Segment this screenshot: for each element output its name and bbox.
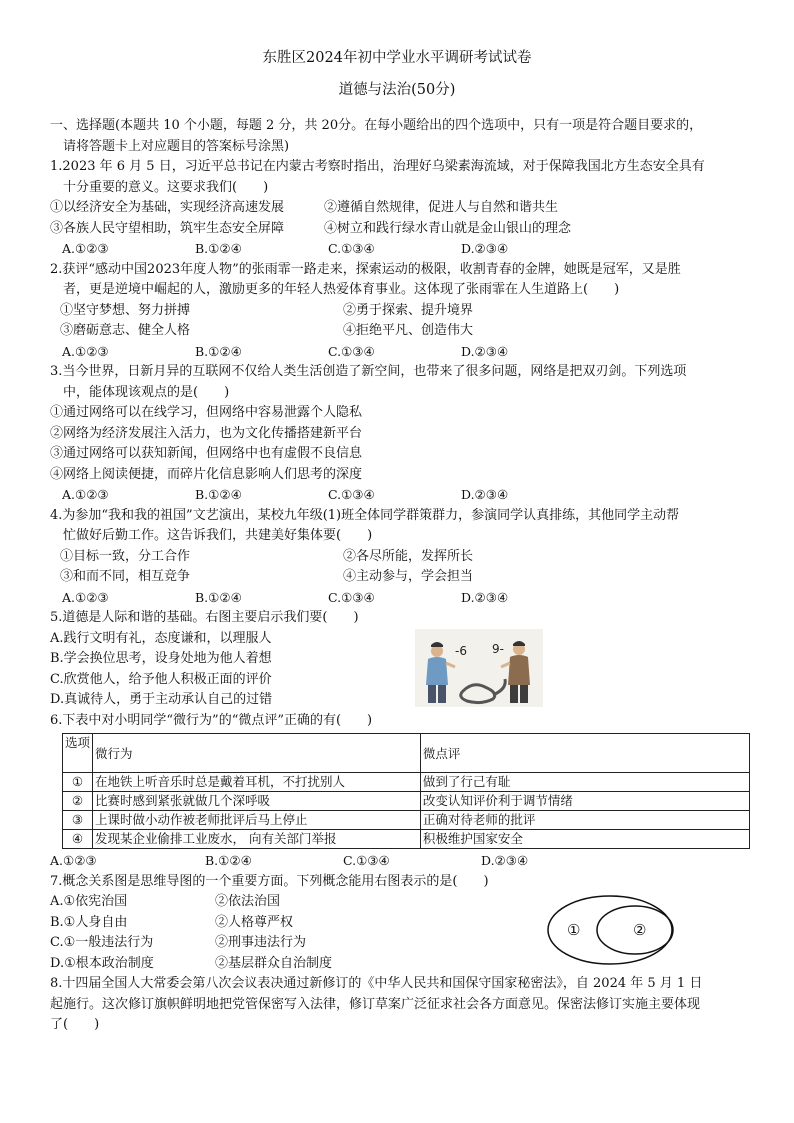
q6-header-comment: 微点评 bbox=[420, 734, 749, 773]
q2-statement-4: ④拒绝平凡、创造伟大 bbox=[343, 323, 474, 338]
q6-row3-num: ③ bbox=[63, 811, 93, 830]
q6-stem: 6.下表中对小明同学“微行为”的“微点评”正确的有( ) bbox=[50, 712, 373, 728]
q7-d-item2: ②基层群众自治制度 bbox=[215, 955, 333, 971]
q6-option-c[interactable]: C.①③④ bbox=[343, 853, 390, 868]
q6-row2-behavior: 比赛时感到紧张就做几个深呼吸 bbox=[93, 792, 421, 811]
q4-statements-row1 bbox=[50, 547, 750, 568]
q7-a-item2: ②依法治国 bbox=[215, 894, 281, 909]
q2-option-d[interactable]: D.②③④ bbox=[461, 343, 509, 359]
q4-stem: 4.为参加“我和我的祖国”文艺演出，某校九年级(1)班全体同学群策群力，参演同学认真排练，其他同学主动帮 bbox=[50, 507, 680, 523]
q6-option-b[interactable]: B.①②④ bbox=[205, 853, 252, 868]
q2-option-c[interactable]: C.①③④ bbox=[328, 343, 375, 359]
left-person-leg-r bbox=[438, 685, 446, 703]
q1-statements-row2 bbox=[50, 219, 750, 240]
q4-option-b[interactable]: B.①②④ bbox=[195, 589, 242, 605]
q3-options bbox=[50, 485, 750, 506]
q6-row3-behavior: 上课时做小动作被老师批评后马上停止 bbox=[93, 811, 421, 830]
q3-option-d[interactable]: D.②③④ bbox=[461, 487, 509, 502]
q1-statement-4: ④树立和践行绿水青山就是金山银山的理念 bbox=[324, 220, 572, 236]
q4-option-a[interactable]: A.①②③ bbox=[62, 589, 109, 605]
q7-d-item1: D.①根本政治制度 bbox=[50, 955, 154, 971]
q2-statement-3: ③磨砺意志、健全人格 bbox=[60, 323, 191, 338]
q6-row1-num: ① bbox=[63, 773, 93, 792]
q6-header-option: 选项 bbox=[63, 734, 93, 773]
q8-stem-end: 了( ) bbox=[50, 1017, 100, 1032]
right-person-body bbox=[508, 655, 530, 685]
q6-row2-num: ② bbox=[63, 792, 93, 811]
q7-a-item1: A.①依宪治国 bbox=[50, 894, 128, 909]
right-person-leg-r bbox=[520, 685, 528, 703]
q4-statements-row2 bbox=[50, 567, 750, 588]
table-row bbox=[63, 811, 750, 830]
q3-stem-cont: 中，能体现该观点的是( ) bbox=[63, 384, 230, 400]
inner-label: ② bbox=[633, 921, 647, 939]
q5-cartoon-image bbox=[415, 629, 543, 707]
q5-option-d[interactable]: D.真诚待人，勇于主动承认自己的过错 bbox=[50, 692, 273, 707]
q1-option-d[interactable]: D.②③④ bbox=[461, 241, 509, 256]
q3-statement-3: ③通过网络可以获知新闻，但网络中也有虚假不良信息 bbox=[50, 446, 363, 461]
q2-statement-1: ①坚守梦想、努力拼搏 bbox=[60, 302, 191, 318]
exam-subtitle: 道德与法治(50分) bbox=[338, 82, 456, 98]
q6-row1-comment: 做到了行己有耻 bbox=[420, 773, 749, 792]
q2-stem: 2.获评“感动中国2023年度人物”的张雨霏一路走来，探索运动的极限，收割青春的金牌，她既是冠军，又是胜 bbox=[50, 261, 681, 277]
q1-option-a[interactable]: A.①②③ bbox=[62, 241, 109, 256]
q3-statement-4: ④网络上阅读便捷，而碎片化信息影响人们思考的深度 bbox=[50, 466, 363, 482]
right-person-leg-l bbox=[510, 685, 518, 703]
q3-option-c[interactable]: C.①③④ bbox=[328, 487, 375, 502]
section-heading: 一、选择题(本题共 10 个小题，每题 2 分，共 20分。在每小题给出的四个选项中，只有一项是符合题目要求的， bbox=[50, 118, 703, 133]
q6-option-a[interactable]: A.①②③ bbox=[50, 853, 97, 868]
q4-options bbox=[50, 588, 750, 609]
q3-option-a[interactable]: A.①②③ bbox=[62, 487, 109, 502]
q6-header-behavior: 微行为 bbox=[93, 734, 421, 773]
left-speech-text: -6 bbox=[455, 643, 467, 658]
q5-body bbox=[50, 629, 750, 711]
table-row bbox=[63, 830, 750, 849]
q5-option-c[interactable]: C.欣赏他人，给予他人积极正面的评价 bbox=[50, 671, 272, 687]
q6-row3-comment: 正确对待老师的批评 bbox=[420, 811, 749, 830]
q4-stem-cont: 忙做好后勤工作。这告诉我们，共建美好集体要( ) bbox=[63, 528, 373, 543]
q5-option-a[interactable]: A.践行文明有礼，态度谦和，以理服人 bbox=[50, 630, 272, 646]
q7-c-item1: C.①一般违法行为 bbox=[50, 935, 154, 950]
q2-option-a[interactable]: A.①②③ bbox=[62, 343, 109, 359]
q4-statement-1: ①目标一致，分工合作 bbox=[60, 548, 191, 564]
q1-statements-row1 bbox=[50, 198, 750, 219]
q7-b-item2: ②人格尊严权 bbox=[215, 914, 294, 930]
q6-row4-behavior: 发现某企业偷排工业废水， 向有关部门举报 bbox=[93, 830, 421, 849]
q7-concept-diagram bbox=[545, 892, 675, 968]
q1-option-b[interactable]: B.①②④ bbox=[195, 241, 242, 256]
q6-row2-comment: 改变认知评价利于调节情绪 bbox=[420, 792, 749, 811]
q4-option-d[interactable]: D.②③④ bbox=[461, 589, 509, 605]
table-row bbox=[63, 792, 750, 811]
q2-option-b[interactable]: B.①②④ bbox=[195, 343, 242, 359]
q6-options bbox=[50, 851, 750, 872]
right-speech-text: 9- bbox=[492, 641, 504, 656]
q8-stem: 8.十四届全国人大常委会第八次会议表决通过新修订的《中华人民共和国保守国家秘密法》，自 2024 年 5 月 1 日 bbox=[50, 976, 703, 991]
q1-statement-2: ②遵循自然规律，促进人与自然和谐共生 bbox=[324, 200, 559, 215]
q5-stem: 5.道德是人际和谐的基础。右图主要启示我们要( ) bbox=[50, 610, 359, 625]
q7-c-item2: ②刑事违法行为 bbox=[215, 935, 307, 950]
q3-statement-2: ②网络为经济发展注入活力，也为文化传播搭建新平台 bbox=[50, 425, 363, 441]
q7-stem: 7.概念关系图是思维导图的一个重要方面。下列概念能用右图表示的是( ) bbox=[50, 873, 489, 889]
q4-statement-3: ③和而不同，相互竞争 bbox=[60, 569, 191, 584]
exam-content bbox=[50, 116, 750, 1036]
outer-label: ① bbox=[567, 921, 581, 939]
q6-table-header bbox=[63, 734, 750, 773]
q4-statement-4: ④主动参与，学会担当 bbox=[343, 569, 474, 584]
left-person-body bbox=[426, 657, 448, 685]
section-heading-cont: 请将答题卡上对应题目的答案标号涂黑) bbox=[63, 138, 290, 154]
q2-options bbox=[50, 342, 750, 363]
q2-statements-row1 bbox=[50, 301, 750, 322]
q6-row1-behavior: 在地铁上听音乐时总是戴着耳机，不打扰别人 bbox=[93, 773, 421, 792]
q1-statement-3: ③各族人民守望相助，筑牢生态安全屏障 bbox=[50, 220, 285, 236]
left-person-leg-l bbox=[428, 685, 436, 703]
q6-option-d[interactable]: D.②③④ bbox=[481, 853, 529, 868]
q1-statement-1: ①以经济安全为基础，实现经济高速发展 bbox=[50, 200, 285, 215]
q4-statement-2: ②各尽所能，发挥所长 bbox=[343, 548, 474, 564]
exam-title: 东胜区2024年初中学业水平调研考试试卷 bbox=[262, 50, 532, 66]
q7-body bbox=[50, 892, 750, 974]
q1-option-c[interactable]: C.①③④ bbox=[328, 241, 375, 256]
q1-options bbox=[50, 239, 750, 260]
q6-table bbox=[62, 733, 750, 849]
q1-stem-cont: 十分重要的意义。这要求我们( ) bbox=[63, 179, 269, 195]
q1-stem: 1.2023 年 6 月 5 日，习近平总书记在内蒙古考察时指出，治理好乌梁素海流域，对于保障我国北方生态安全具有 bbox=[50, 159, 705, 174]
q3-option-b[interactable]: B.①②④ bbox=[195, 487, 242, 502]
q6-row4-comment: 积极维护国家安全 bbox=[420, 830, 749, 849]
table-row bbox=[63, 773, 750, 792]
q8-stem-cont: 起施行。这次修订旗帜鲜明地把党管保密写入法律，修订草案广泛征求社会各方面意见。保密法修订实施主要体现 bbox=[50, 996, 701, 1012]
q7-b-item1: B.①人身自由 bbox=[50, 914, 128, 930]
q6-row4-num: ④ bbox=[63, 830, 93, 849]
q4-option-c[interactable]: C.①③④ bbox=[328, 589, 375, 605]
q3-stem: 3.当今世界，日新月异的互联网不仅给人类生活创造了新空间，也带来了很多问题，网络是把双刃剑。下列选项 bbox=[50, 364, 687, 379]
q2-statement-2: ②勇于探索、提升境界 bbox=[343, 302, 474, 318]
q3-statement-1: ①通过网络可以在线学习，但网络中容易泄露个人隐私 bbox=[50, 405, 363, 420]
q2-stem-cont: 者，更是逆境中崛起的人，激励更多的年轻人热爱体育事业。这体现了张雨霏在人生道路上( ) bbox=[63, 282, 620, 297]
q5-option-b[interactable]: B.学会换位思考，设身处地为他人着想 bbox=[50, 651, 272, 666]
q2-statements-row2 bbox=[50, 321, 750, 342]
